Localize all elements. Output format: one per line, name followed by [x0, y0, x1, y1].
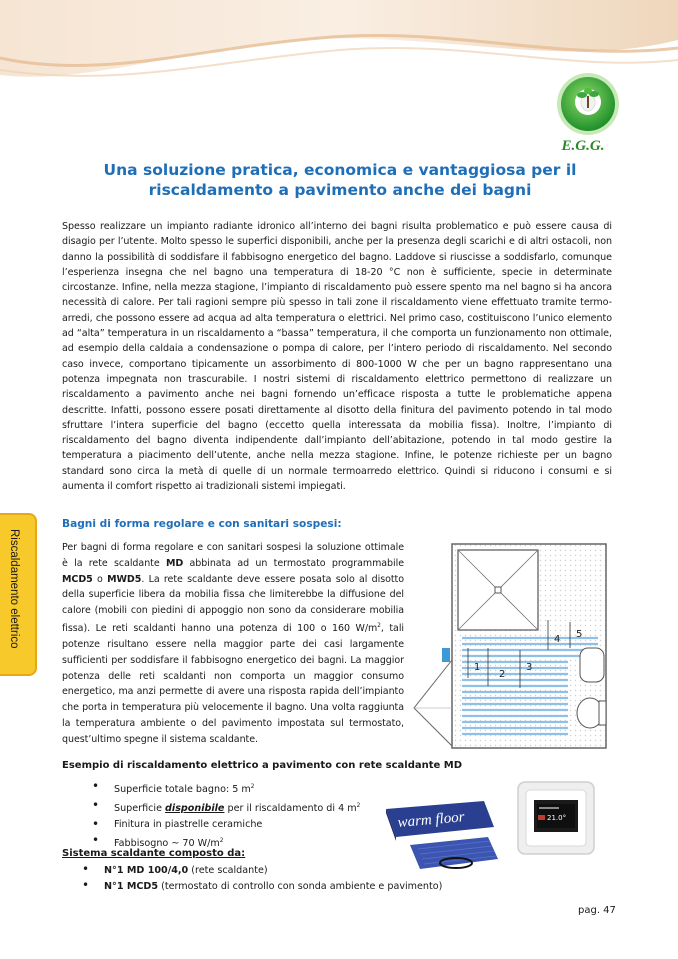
- sidebar-label: Riscaldamento elettrico: [8, 529, 20, 649]
- list-item: • N°1 MD 100/4,0 (rete scaldante): [78, 863, 442, 879]
- door-frame: [442, 648, 450, 662]
- intro-paragraph: Spesso realizzare un impianto radiante idronico all’interno dei bagni risulta problematico e può essere causa di disagio per l’utente. Molto spesso le superfici disponibili, anche per la presenza degli scarichi e di altri ostacoli, non danno la possibilità di soddisfare il fabbisogno energetico del bagno. Laddove si riuscisse a soddisfarlo, comunque l’esperienza insegna che nel bagno una temperatura di 18-20 °C non è sufficiente, specie in determinate circostanze. Infine, nella mezza stagione, l’impianto di riscaldamento può essere spento ma nel bagno si ha ancora necessità di calore. Per tali ragioni sempre più spesso in tali zone il riscaldamento viene effettuato tramite termo-arredi, che possono essere ad acqua ad alta temperatura o elettrici. Nel primo caso, costituiscono l’unico elemento ad “alta” temperatura in un riscaldamento a “bassa” temperatura, il che comporta un funzionamento non ottimale, ad esempio della caldaia a condensazione o pompa di calore, per l’intero periodo di riscaldamento. Nel secondo caso invece, comportano tipicamente un assorbimento di 800-1000 W che per un bagno rappresentano una potenza impegnata non trascurabile. I nostri sistemi di riscaldamento elettrico permettono di realizzare un riscaldamento a pavimento anche nei bagni fornendo un’efficace risposta a tutte le problematiche appena descritte. Infatti, possono essere posati direttamente al disotto della finitura del pavimento potendo in tal modo sfruttare l’intera superficie del bagno (eccetto quella interessata da mobilia fissa). Inoltre, l’impianto di riscaldamento del bagno diventa indipendente dall’impianto dell’abitazione, potendo in tal modo gestire la temperatura a piacimento dell’utente, anche nella mezza stagione. Infine, le potenze richieste per un bagno standard sono circa la metà di quelle di un normale termoarredo elettrico. Quindi si riducono i consumi e si aumenta il comfort rispetto ai tradizionali sistemi impiegati.: [62, 221, 612, 493]
- zone-label: 5: [576, 629, 583, 640]
- page-title: Una soluzione pratica, economica e vantaggiosa per il riscaldamento a pavimento anche dei bagni: [103, 161, 577, 199]
- list-item: • Finitura in piastrelle ceramiche: [88, 817, 360, 833]
- list-item: • Fabbisogno ~ 70 $W/m^2$: [88, 833, 360, 852]
- zone-label: 2: [499, 669, 506, 680]
- list-item: • Superficie totale bagno: 5 $m^2$: [88, 779, 360, 798]
- list-item: • Superficie disponibile per il riscaldamento di 4 $m^2$: [88, 798, 360, 817]
- section-paragraph: Per bagni di forma regolare e con sanitari sospesi la soluzione ottimale è la rete scaldante MD abbinata ad un termostato programmabile MCD5 o MWD5. La rete scaldante deve essere posata solo al disotto della superficie libera da mobilia fissa che limiterebbe la diffusione del calore (mobili con piedini di appoggio non sono da considerare mobilia fissa). Le reti scaldanti hanno una potenza di 100 o 160 $W/m^2$, tali potenze risultano essere nella maggior parte dei casi largamente sufficienti per soddisfare il fabbisogno energetico dei bagni. La maggior potenza delle reti scaldanti non comporta un maggior consumo energetico, ma anzi permette di avere una risposta rapida dell’impianto che porta in temperatura più velocemente il bagno. Una volta raggiunta la temperatura ambiente o del pavimento impostata sul termostato, quest’ultimo spegne il sistema scaldante.: [62, 542, 405, 745]
- system-heading: Sistema scaldante composto da:: [62, 848, 246, 859]
- bathroom-floor-plan: [408, 538, 613, 753]
- example-heading: Esempio di riscaldamento elettrico a pavimento con rete scaldante MD: [62, 760, 463, 771]
- product-label: warm floor: [396, 809, 466, 831]
- sink: [580, 648, 604, 682]
- page-number: pag. 47: [578, 905, 616, 916]
- zone-label: 4: [554, 634, 561, 645]
- zone-label: 3: [526, 662, 533, 673]
- logo-text: E.G.G.: [561, 138, 605, 154]
- section-heading: Bagni di forma regolare e con sanitari sospesi:: [62, 518, 342, 530]
- example-list: [88, 779, 360, 853]
- sidebar-tab: [0, 513, 37, 676]
- company-logo: [550, 70, 628, 140]
- zone-label: 1: [474, 662, 481, 673]
- system-list: [78, 863, 442, 894]
- list-item: • N°1 MCD5 (termostato di controllo con sonda ambiente e pavimento): [78, 879, 442, 895]
- thermostat-temp: 21.0°: [547, 814, 567, 822]
- thermostat-image: [516, 780, 596, 856]
